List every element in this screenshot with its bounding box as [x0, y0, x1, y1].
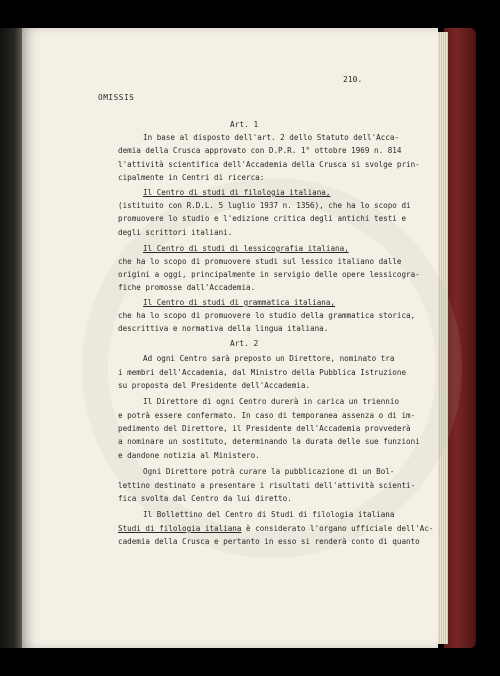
text-line: fiche promosse dall'Accademia. [118, 283, 256, 292]
journal-title: Studi di filologia italiana [118, 524, 242, 533]
text-line: che ha lo scopo di promuovere studi sul lessico italiano dalle [118, 257, 402, 266]
text-line: e dandone notizia al Ministero. [118, 451, 260, 460]
text-line: su proposta del Presidente dell'Accademia. [118, 381, 311, 390]
centro-lessicografia-title: Il Centro di studi di lessicografia italiana, [143, 244, 349, 253]
text-line: Il Bollettino del Centro di Studi di filologia italiana [143, 510, 395, 519]
text-line: Ogni Direttore potrà curare la pubblicazione di un Bol- [143, 467, 395, 476]
text-line: cipalmente in Centri di ricerca: [118, 173, 265, 182]
text-line: descrittiva e normativa della lingua italiana. [118, 324, 329, 333]
centro-grammatica-title: Il Centro di studi di grammatica italiana, [143, 298, 336, 307]
text-line: Ad ogni Centro sarà preposto un Direttore, nominato tra [143, 354, 395, 363]
article-2-title: Art. 2 [230, 339, 259, 348]
section-heading: OMISSIS [98, 93, 135, 102]
text-line: pedimento del Direttore, il Presidente dell'Accademia provvederà [118, 424, 411, 433]
text-line: Il Direttore di ogni Centro durerà in carica un triennio [143, 397, 400, 406]
centro-filologia-title: Il Centro di studi di filologia italiana, [143, 188, 331, 197]
article-1-title: Art. 1 [230, 120, 259, 129]
text-line: demia della Crusca approvato con D.P.R. 1° ottobre 1969 n. 814 [118, 146, 402, 155]
text-line: cademia della Crusca e pertanto in esso si renderà conto di quanto [118, 537, 420, 546]
text-line: a nominare un sostituto, determinando la durata delle sue funzioni [118, 437, 420, 446]
text-line: promuovere lo studio e l'edizione critica degli antichi testi e [118, 214, 407, 223]
text-line: che ha lo scopo di promuovere lo studio della grammatica storica, [118, 311, 416, 320]
book-gutter [0, 28, 24, 648]
text-line: In base al disposto dell'art. 2 dello Statuto dell'Acca- [143, 133, 400, 142]
text-line: l'attività scientifica dell'Accademia della Crusca si svolge prin- [118, 160, 420, 169]
page-number: 210. [343, 75, 363, 84]
text-line-with-underlined-title: Studi di filologia italiana è considerato l'organo ufficiale dell'Ac- [118, 524, 434, 533]
text-line: e potrà essere confermato. In caso di temporanea assenza o di im- [118, 411, 416, 420]
text-line: origini a oggi, principalmente in servigio delle opere lessicogra- [118, 270, 420, 279]
text-line: i membri dell'Accademia, dal Ministro della Pubblica Istruzione [118, 368, 407, 377]
text-line: lettino destinato a presentare i risultati dell'attività scienti- [118, 481, 416, 490]
text-line: (istituito con R.D.L. 5 luglio 1937 n. 1356), che ha lo scopo di [118, 201, 411, 210]
text-line: fica svolta dal Centro da lui diretto. [118, 494, 292, 503]
text-line: degli scrittori italiani. [118, 228, 233, 237]
